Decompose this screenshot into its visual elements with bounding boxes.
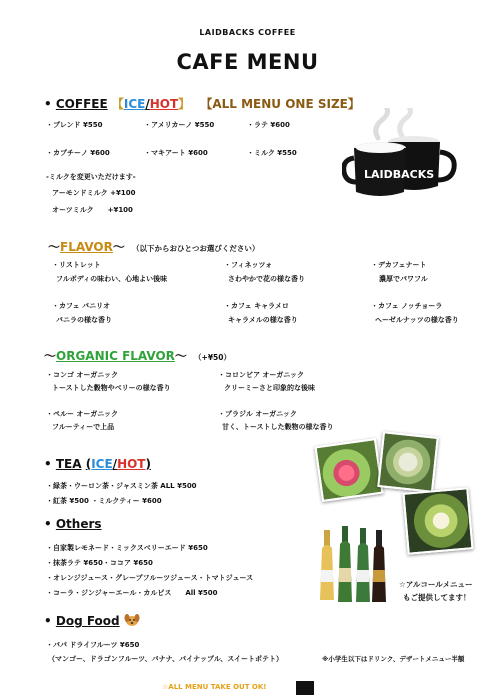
flavor-item-name: ・デカフェナート <box>371 261 427 269</box>
flavor-item-desc: フルボディの味わい、心地よい後味 <box>56 275 168 283</box>
takeout-note: ☆ALL MENU TAKE OUT OK! <box>162 683 267 691</box>
bullet: • <box>44 97 52 111</box>
page-title: CAFE MENU <box>176 50 319 74</box>
dogfood-heading <box>44 613 140 630</box>
organic-item-desc: 甘く、トーストした穀物の様な香り <box>222 423 334 431</box>
tea-title: TEA <box>55 457 82 471</box>
drink-photo-lime <box>402 487 473 555</box>
hot-label: HOT <box>149 97 179 111</box>
milk-option: アーモンドミルク +¥100 <box>52 189 136 197</box>
child-discount-note: ※小学生以下はドリンク、デザートメニュー半額 <box>322 655 465 663</box>
milk-option: オーツミルク +¥100 <box>52 206 133 214</box>
flavor-item-name: ・カフェ キャラメロ <box>224 302 289 310</box>
menu-item: ・アメリカーノ ¥550 <box>144 121 215 129</box>
beer-bottles-image <box>318 522 394 604</box>
tilde-left: 〜 <box>44 349 57 363</box>
ice-label: ICE <box>123 97 146 111</box>
organic-price-note: （+¥50） <box>194 353 231 362</box>
organic-item-desc: フルーティーで上品 <box>52 423 115 431</box>
slash: / <box>145 97 150 111</box>
dog-icon <box>124 613 140 630</box>
flavor-item-desc: さわやかで花の様な香り <box>228 275 305 283</box>
tea-item: ・緑茶・ウーロン茶・ジャスミン茶 ALL ¥500 <box>46 482 197 490</box>
organic-item-name: ・コロンビア オーガニック <box>218 371 305 379</box>
bullet: • <box>44 517 52 531</box>
flavor-item-desc: 濃厚でパワフル <box>379 275 428 283</box>
alcohol-note-line1: ☆アルコールメニュー <box>399 580 473 589</box>
bullet: • <box>44 614 52 628</box>
flavor-item-name: ・カフェ バニリオ <box>52 302 111 310</box>
others-item: ・抹茶ラテ ¥650・ココア ¥650 <box>46 559 153 567</box>
menu-item: ・マキアート ¥600 <box>144 149 208 157</box>
tilde-right: 〜 <box>112 240 125 254</box>
hot-label: HOT <box>117 457 146 471</box>
dogfood-item: ・パパ ドライフルーツ ¥650 <box>46 641 140 649</box>
others-heading <box>44 517 102 531</box>
tea-heading <box>44 457 151 471</box>
organic-title: ORGANIC FLAVOR <box>56 349 175 363</box>
flavor-item-desc: ヘーゼルナッツの様な香り <box>375 316 459 324</box>
drink-photo-berry <box>314 438 383 502</box>
mug-logo-text: LAIDBACKS <box>364 168 435 181</box>
paren-open: ( <box>85 457 92 471</box>
one-size-note: 【ALL MENU ONE SIZE】 <box>200 97 360 111</box>
flavor-heading <box>48 236 259 255</box>
menu-item: ・ラテ ¥600 <box>247 121 290 129</box>
flavor-item-desc: キャラメルの様な香り <box>228 316 298 324</box>
coffee-mugs-image <box>342 108 462 200</box>
organic-item-name: ・ペルー オーガニック <box>46 410 119 418</box>
organic-item-desc: クリーミーさと印象的な後味 <box>224 384 315 392</box>
menu-item: ・ミルク ¥550 <box>247 149 297 157</box>
others-title: Others <box>55 517 102 531</box>
milk-change-title: -ミルクを変更いただけます- <box>46 173 136 181</box>
organic-heading <box>44 345 231 364</box>
bracket-open: 【 <box>111 97 124 111</box>
others-item: ・オレンジジュース・グレープフルーツジュース・トマトジュース <box>46 574 254 582</box>
flavor-item-desc: バニラの様な香り <box>56 316 112 324</box>
organic-item-desc: トーストした穀物やベリーの様な香り <box>52 384 171 392</box>
coffee-heading <box>44 95 360 112</box>
slash: / <box>112 457 118 471</box>
others-item: ・自家製レモネード・ミックスベリーエード ¥650 <box>46 544 208 552</box>
tilde-left: 〜 <box>48 240 61 254</box>
dogfood-title: Dog Food <box>55 614 120 628</box>
ice-label: ICE <box>91 457 113 471</box>
flavor-item-name: ・リストレット <box>52 261 101 269</box>
menu-item: ・ブレンド ¥550 <box>46 121 103 129</box>
others-item: ・コーラ・ジンジャーエール・カルピス All ¥500 <box>46 589 218 597</box>
tea-item: ・紅茶 ¥500 ・ミルクティー ¥600 <box>46 497 162 505</box>
paren-close: ) <box>145 457 151 471</box>
coffee-title: COFFEE <box>55 97 108 111</box>
flavor-note: （以下からおひとつお選びください） <box>131 244 260 253</box>
brand-logo-icon <box>296 681 314 695</box>
flavor-item-name: ・カフェ ノッチョーラ <box>371 302 443 310</box>
tilde-right: 〜 <box>174 349 187 363</box>
organic-item-name: ・ブラジル オーガニック <box>218 410 297 418</box>
menu-item: ・カプチーノ ¥600 <box>46 149 110 157</box>
drink-photo-lemonade <box>377 431 439 493</box>
bracket-close: 】 <box>178 97 191 111</box>
alcohol-note-line2: もご提供してます！ <box>403 593 471 602</box>
flavor-title: FLAVOR <box>60 240 113 254</box>
bullet: • <box>44 457 52 471</box>
brand-name: LAIDBACKS COFFEE <box>199 28 296 37</box>
dogfood-item-detail: （マンゴー、ドラゴンフルーツ、バナナ、パイナップル、スイートポテト） <box>48 655 284 663</box>
flavor-item-name: ・フィネッツォ <box>224 261 273 269</box>
organic-item-name: ・コンゴ オーガニック <box>46 371 119 379</box>
